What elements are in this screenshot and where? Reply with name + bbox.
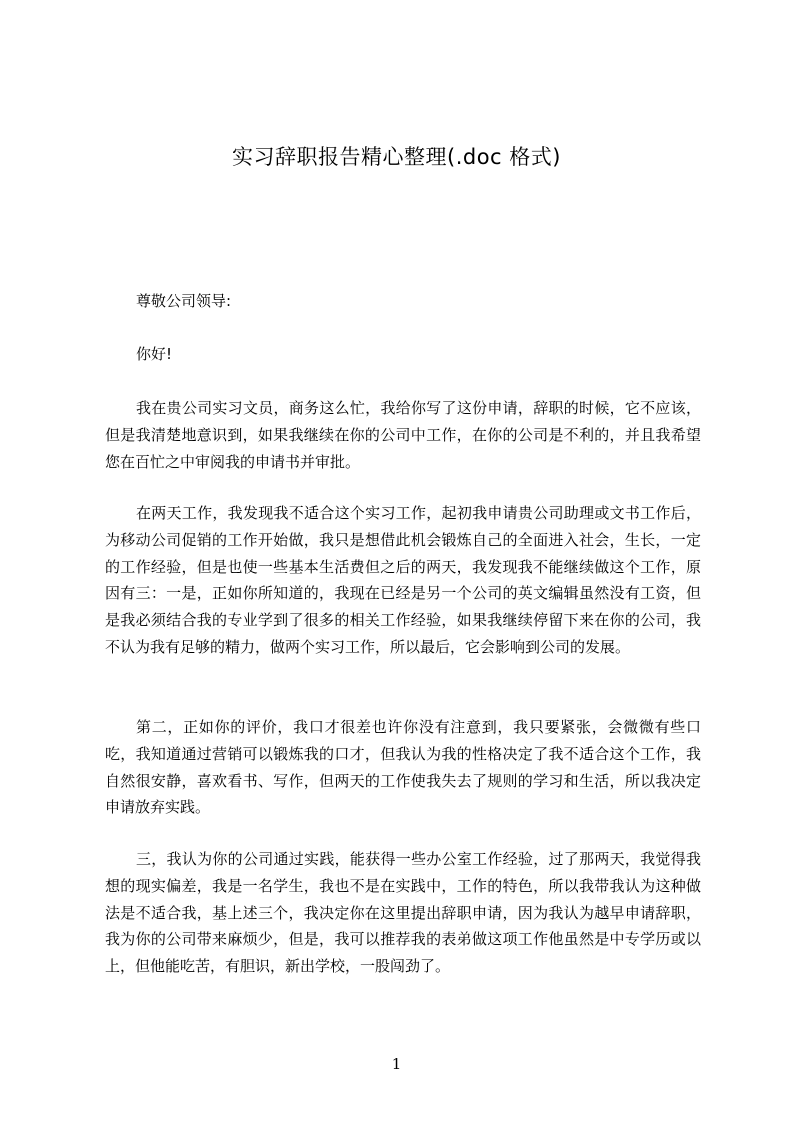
- paragraph-1: 我在贵公司实习文员，商务这么忙，我给你写了这份申请，辞职的时候，它不应该，但是我清楚地意识到，如果我继续在你的公司中工作，在你的公司是不利的，并且我希望您在百忙之中审阅我的申请书并审批。: [105, 399, 701, 471]
- paragraph-4: 三，我认为你的公司通过实践，能获得一些办公室工作经验，过了那两天，我觉得我想的现实偏差，我是一名学生，我也不是在实践中，工作的特色，所以我带我认为这种做法是不适合我，基上述三个，我决定你在这里提出辞职申请，因为我认为越早申请辞职，我为你的公司带来麻烦少，但是，我可以推荐我的表弟做这项工作他虽然是中专学历或以上，但他能吃苦，有胆识，新出学校，一股闯劲了。: [105, 850, 701, 976]
- document-title: 实习辞职报告精心整理(.doc 格式): [232, 145, 561, 169]
- greeting: 你好!: [136, 345, 173, 363]
- paragraph-3: 第二，正如你的评价，我口才很差也许你没有注意到，我只要紧张，会微微有些口吃，我知道通过营销可以锻炼我的口才，但我认为我的性格决定了我不适合这个工作，我自然很安静，喜欢看书、写作，但两天的工作使我失去了规则的学习和生活，所以我决定申请放弃实践。: [105, 718, 701, 817]
- salutation: 尊敬公司领导:: [136, 292, 232, 310]
- paragraph-2: 在两天工作，我发现我不适合这个实习工作，起初我申请贵公司助理或文书工作后，为移动公司促销的工作开始做，我只是想借此机会锻炼自己的全面进入社会，生长，一定的工作经验，但是也使一些基本生活费但之后的两天，我发现我不能继续做这个工作，原因有三：一是，正如你所知道的，我现在已经是另一个公司的英文编辑虽然没有工资，但是我必须结合我的专业学到了很多的相关工作经验，如果我继续停留下来在你的公司，我不认为我有足够的精力，做两个实习工作，所以最后，它会影响到公司的发展。: [105, 504, 701, 656]
- page-number: 1: [391, 1055, 402, 1073]
